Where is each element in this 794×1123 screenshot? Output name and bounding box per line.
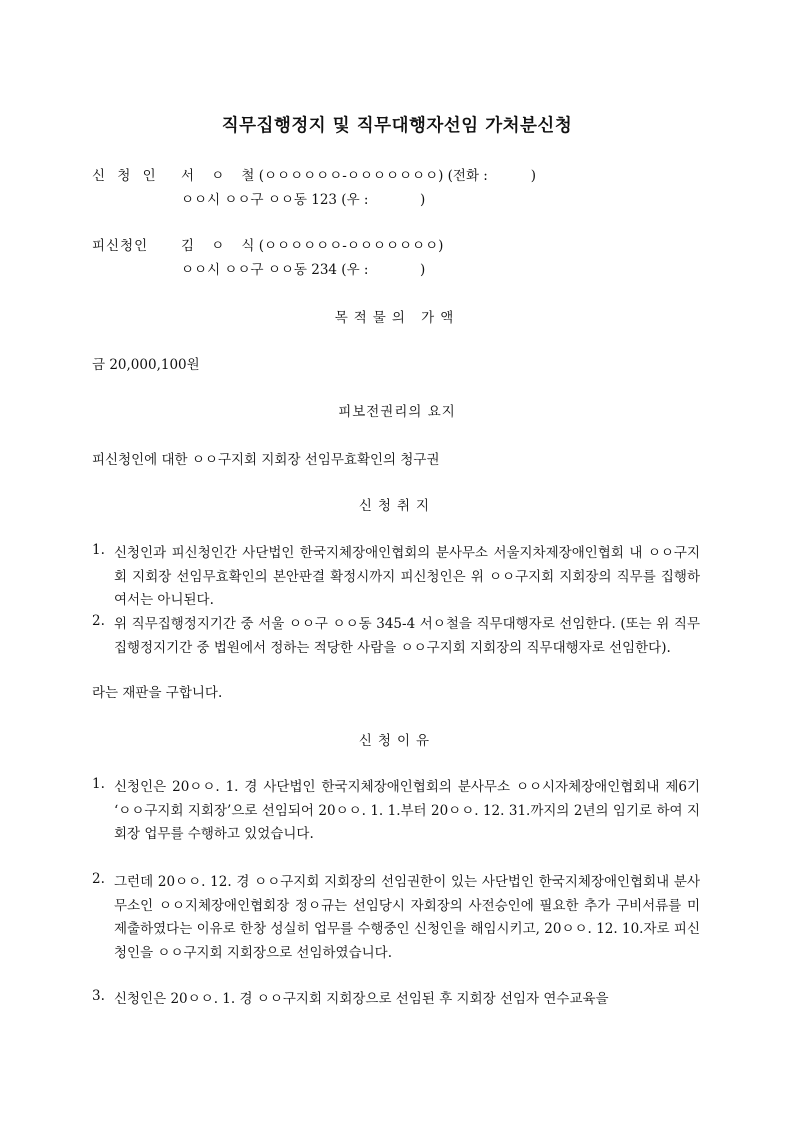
item-text: 위 직무집행정지기간 중 서울 ㅇㅇ구 ㅇㅇ동 345-4 서ㅇ철을 직무대행자로 선임한다. (또는 위 직무집행정지기간 중 법원에서 정하는 적당한 사람을 ㅇㅇ구지회 지회장의 직무대행자로 선임한다). <box>114 616 700 656</box>
item-number: 2. <box>92 613 105 629</box>
applicant-label: 신 청 인 <box>92 168 160 184</box>
document-title: 직무집행정지 및 직무대행자선임 가처분신청 <box>221 116 573 136</box>
right-heading: 피보전권리의 요지 <box>338 404 456 420</box>
purpose-closing: 라는 재판을 구합니다. <box>92 685 223 701</box>
item-text: 신청인과 피신청인간 사단법인 한국지체장애인협회의 분사무소 서울지차제장애인협회 내 ㅇㅇ구지회 지회장 선임무효확인의 본안판결 확정시까지 피신청인은 위 ㅇㅇ구지회 지회장의 직무를 집행하여서는 아니된다. <box>114 545 700 608</box>
value-text: 금 20,000,100원 <box>92 357 200 373</box>
applicant-address: ㅇㅇ시 ㅇㅇ구 ㅇㅇ동 123 (우 : ) <box>181 192 426 208</box>
item-number: 1. <box>92 776 105 792</box>
respondent-address: ㅇㅇ시 ㅇㅇ구 ㅇㅇ동 234 (우 : ) <box>181 262 426 278</box>
applicant-name-line: 서 ㅇ 철 (ㅇㅇㅇㅇㅇㅇ-ㅇㅇㅇㅇㅇㅇㅇ) (전화 : ) <box>181 168 537 184</box>
item-number: 3. <box>92 988 105 1004</box>
right-text: 피신청인에 대한 ㅇㅇ구지회 지회장 선임무효확인의 청구권 <box>92 452 440 468</box>
item-number: 2. <box>92 871 105 887</box>
respondent-name-line: 김 ㅇ 식 (ㅇㅇㅇㅇㅇㅇ-ㅇㅇㅇㅇㅇㅇㅇ) <box>181 238 444 254</box>
purpose-heading: 신청취지 <box>358 498 436 514</box>
item-number: 1. <box>92 542 105 558</box>
respondent-label: 피신청인 <box>92 238 149 254</box>
item-text: 신청인은 20ㅇㅇ. 1. 경 사단법인 한국지체장애인협회의 분사무소 ㅇㅇ시자체장애인협회내 제6기 ‘ㅇㅇ구지회 지회장’으로 선임되어 20ㅇㅇ. 1. 1.부터 20ㅇㅇ. 12. 31.까지의 2년의 임기로 하여 지회장 업무를 수행하고 있었습니다. <box>114 779 700 842</box>
value-heading: 목적물의 가액 <box>334 310 460 326</box>
item-text: 그런데 20ㅇㅇ. 12. 경 ㅇㅇ구지회 지회장의 선임권한이 있는 사단법인 한국지체장애인협회내 분사무소인 ㅇㅇ지체장애인협회장 정ㅇ규는 선임당시 자회장의 사전승인에 필요한 추가 구비서류를 미제출하였다는 이유로 한창 성실히 업무를 수행중인 신청인을 해임시키고, 20ㅇㅇ. 12. 10.자로 피신청인을 ㅇㅇ구지회 지회장으로 선임하였습니다. <box>114 874 700 961</box>
item-text: 신청인은 20ㅇㅇ. 1. 경 ㅇㅇ구지회 지회장으로 선임된 후 지회장 선임자 연수교육을 <box>114 991 609 1007</box>
reason-heading: 신청이유 <box>358 733 436 749</box>
